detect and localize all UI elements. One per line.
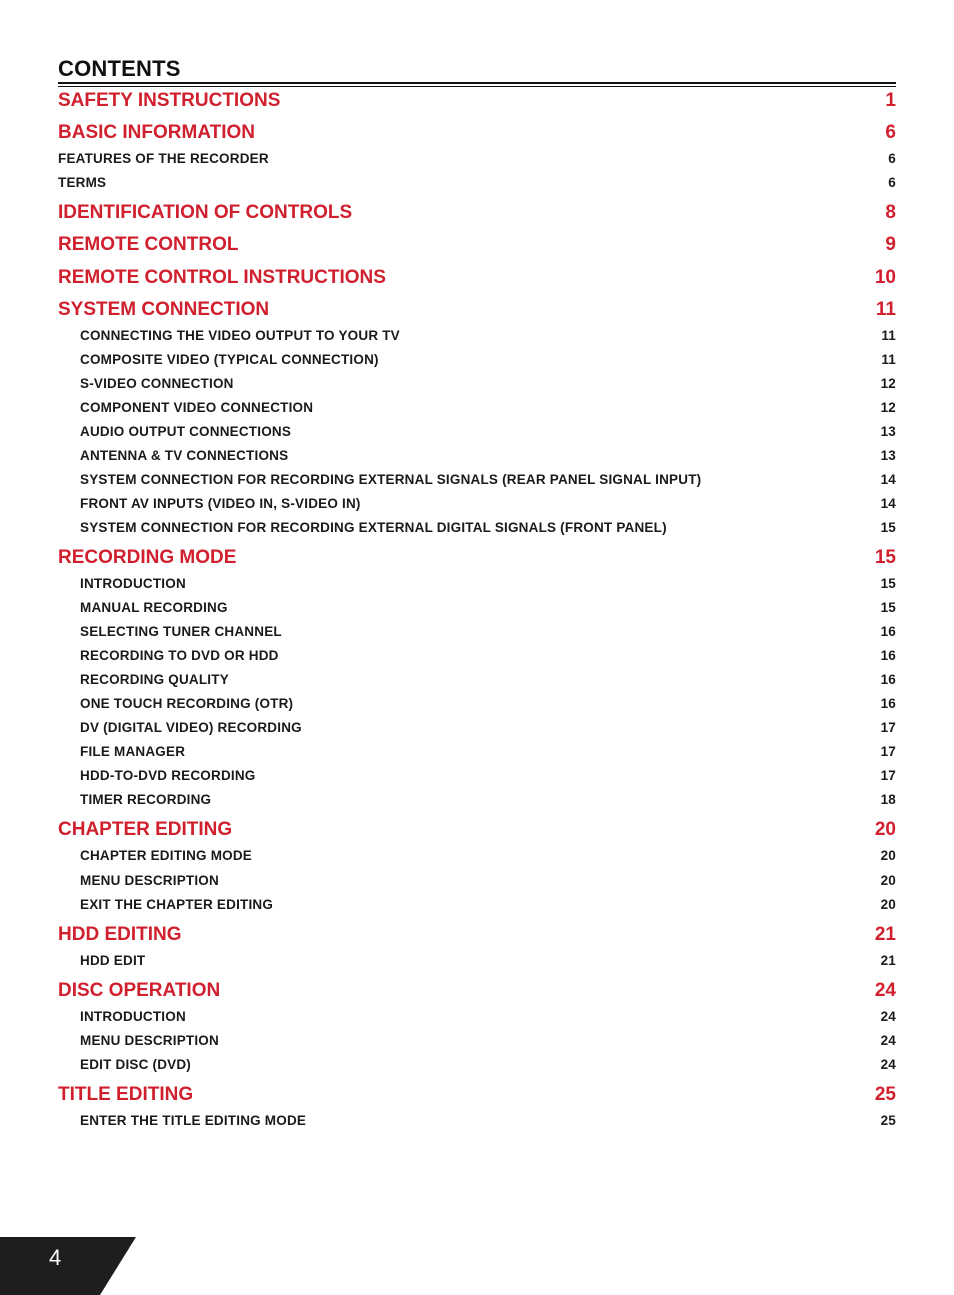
toc-entry-page: 17 [880,720,896,735]
toc-entry-title: DISC OPERATION [58,980,221,1001]
toc-entry-title: COMPONENT VIDEO CONNECTION [80,400,314,415]
toc-entry-page: 15 [880,520,896,535]
toc-entry-page: 16 [880,648,896,663]
toc-entry-page: 20 [880,873,896,888]
toc-entry-title: SELECTING TUNER CHANNEL [80,624,282,639]
toc-entry-page: 16 [880,672,896,687]
toc-entry-page: 17 [880,768,896,783]
toc-entry-page: 11 [881,328,896,343]
page-number: 4 [49,1245,62,1270]
toc-entry-title: FEATURES OF THE RECORDER [58,151,269,166]
toc-sub-entry[interactable] [80,520,896,535]
toc-sub-entry[interactable] [80,1113,896,1128]
toc-sub-entry[interactable] [80,848,896,863]
toc-entry-title: EXIT THE CHAPTER EDITING [80,897,274,912]
toc-sub-entry[interactable] [80,624,896,639]
toc-entry-page: 24 [880,1033,896,1048]
toc-entry-page: 16 [880,696,896,711]
toc-entry-page: 24 [880,1057,896,1072]
toc-entry-title: HDD-TO-DVD RECORDING [80,768,256,783]
toc-sub-entry[interactable] [80,400,896,415]
toc-sub-entry[interactable] [80,352,896,367]
toc-section-entry[interactable] [58,202,896,224]
toc-sub-entry[interactable] [80,696,896,711]
toc-entry-title: COMPOSITE VIDEO (TYPICAL CONNECTION) [80,352,379,367]
toc-entry-page: 6 [888,175,896,190]
toc-section-entry[interactable] [58,1084,896,1106]
toc-entry-title: INTRODUCTION [80,1009,186,1024]
toc-entry-title: ONE TOUCH RECORDING (OTR) [80,696,294,711]
toc-entry-page: 8 [885,202,896,223]
toc-entry-title: RECORDING TO DVD OR HDD [80,648,279,663]
toc-entry-title: RECORDING MODE [58,547,237,568]
title-rule [58,82,896,84]
toc-entry-title: ANTENNA & TV CONNECTIONS [80,448,289,463]
toc-entry-page: 25 [880,1113,896,1128]
toc-entry-page: 24 [880,1009,896,1024]
toc-entry-page: 18 [880,792,896,807]
toc-entry-page: 25 [874,1084,896,1105]
toc-entry-page: 6 [888,151,896,166]
toc-section-entry[interactable] [58,819,896,841]
toc-entry-page: 14 [880,472,896,487]
toc-entry-page: 15 [880,576,896,591]
toc-sub-entry[interactable] [80,448,896,463]
toc-sub-entry[interactable] [80,600,896,615]
toc-entry-title: SYSTEM CONNECTION FOR RECORDING EXTERNAL DIGITAL SIGNALS (FRONT PANEL) [80,520,667,535]
toc-entry-title: FILE MANAGER [80,744,186,759]
toc-sub-entry[interactable] [80,1057,896,1072]
toc-sub-entry[interactable] [80,768,896,783]
toc-entry-title: DV (DIGITAL VIDEO) RECORDING [80,720,302,735]
toc-entry-page: 21 [874,924,896,945]
toc-entry-title: TIMER RECORDING [80,792,212,807]
toc-entry-title: S-VIDEO CONNECTION [80,376,234,391]
toc-entry-title: MANUAL RECORDING [80,600,228,615]
toc-entry-page: 11 [881,352,896,367]
toc-entry-page: 20 [874,819,896,840]
toc-sub-entry[interactable] [80,1009,896,1024]
toc-entry-page: 24 [874,980,896,1001]
toc-entry-title: ENTER THE TITLE EDITING MODE [80,1113,307,1128]
toc-sub-entry[interactable] [80,328,896,343]
toc-entry-page: 17 [880,744,896,759]
toc-entry-title: CONNECTING THE VIDEO OUTPUT TO YOUR TV [80,328,400,343]
title-rule-thin [58,86,896,87]
toc-entry-page: 12 [880,376,896,391]
toc-entry-page: 20 [880,897,896,912]
toc-entry-title: IDENTIFICATION OF CONTROLS [58,202,353,223]
toc-entry-title: REMOTE CONTROL INSTRUCTIONS [58,267,386,288]
toc-sub-entry[interactable] [80,576,896,591]
toc-entry-page: 13 [880,448,896,463]
toc-entry-title: SYSTEM CONNECTION FOR RECORDING EXTERNAL SIGNALS (REAR PANEL SIGNAL INPUT) [80,472,702,487]
page-title: CONTENTS [58,56,181,81]
toc-entry-page: 11 [875,299,896,320]
toc-entry-page: 9 [885,234,896,255]
toc-entry-page: 21 [880,953,896,968]
toc-sub-entry[interactable] [80,873,896,888]
toc-entry-page: 13 [880,424,896,439]
toc-entry-title: CHAPTER EDITING MODE [80,848,253,863]
toc-sub-entry[interactable] [80,792,896,807]
toc-sub-entry[interactable] [80,376,896,391]
toc-section-entry[interactable] [58,547,896,569]
toc-sub-entry[interactable] [80,897,896,912]
toc-section-entry[interactable] [58,122,896,144]
toc-sub-entry[interactable] [58,151,896,166]
toc-sub-entry[interactable] [80,424,896,439]
toc-entry-title: INTRODUCTION [80,576,186,591]
toc-entry-page: 20 [880,848,896,863]
toc-entry-page: 1 [885,90,896,111]
toc-entry-title: EDIT DISC (DVD) [80,1057,191,1072]
toc-entry-title: HDD EDITING [58,924,182,945]
toc-sub-entry[interactable] [80,1033,896,1048]
toc-entry-page: 10 [874,267,896,288]
toc-entry-title: TITLE EDITING [58,1084,194,1105]
page-number-tab [0,1237,136,1295]
toc-entry-title: SAFETY INSTRUCTIONS [58,90,281,111]
toc-sub-entry[interactable] [80,720,896,735]
toc-entry-title: MENU DESCRIPTION [80,1033,219,1048]
toc-sub-entry[interactable] [80,496,896,511]
toc-entry-page: 12 [880,400,896,415]
toc-entry-page: 16 [880,624,896,639]
toc-sub-entry[interactable] [80,672,896,687]
toc-entry-title: SYSTEM CONNECTION [58,299,270,320]
toc-section-entry[interactable] [58,267,896,289]
toc-sub-entry[interactable] [80,953,896,968]
toc-entry-page: 15 [880,600,896,615]
toc-sub-entry[interactable] [58,175,896,190]
toc-entry-title: BASIC INFORMATION [58,122,256,143]
toc-entry-page: 6 [885,122,896,143]
toc-section-entry[interactable] [58,299,896,321]
toc-entry-title: AUDIO OUTPUT CONNECTIONS [80,424,292,439]
toc-entry-title: RECORDING QUALITY [80,672,229,687]
toc-entry-page: 14 [880,496,896,511]
toc-sub-entry[interactable] [80,648,896,663]
toc-sub-entry[interactable] [80,472,896,487]
toc-entry-title: HDD EDIT [80,953,146,968]
toc-entry-title: TERMS [58,175,107,190]
toc-section-entry[interactable] [58,980,896,1002]
toc-entry-title: MENU DESCRIPTION [80,873,219,888]
toc-sub-entry[interactable] [80,744,896,759]
toc-section-entry[interactable] [58,90,896,112]
toc-entry-title: CHAPTER EDITING [58,819,233,840]
toc-section-entry[interactable] [58,234,896,256]
toc-entry-title: FRONT AV INPUTS (VIDEO IN, S-VIDEO IN) [80,496,361,511]
toc-entry-page: 15 [874,547,896,568]
toc-entry-title: REMOTE CONTROL [58,234,239,255]
toc-section-entry[interactable] [58,924,896,946]
